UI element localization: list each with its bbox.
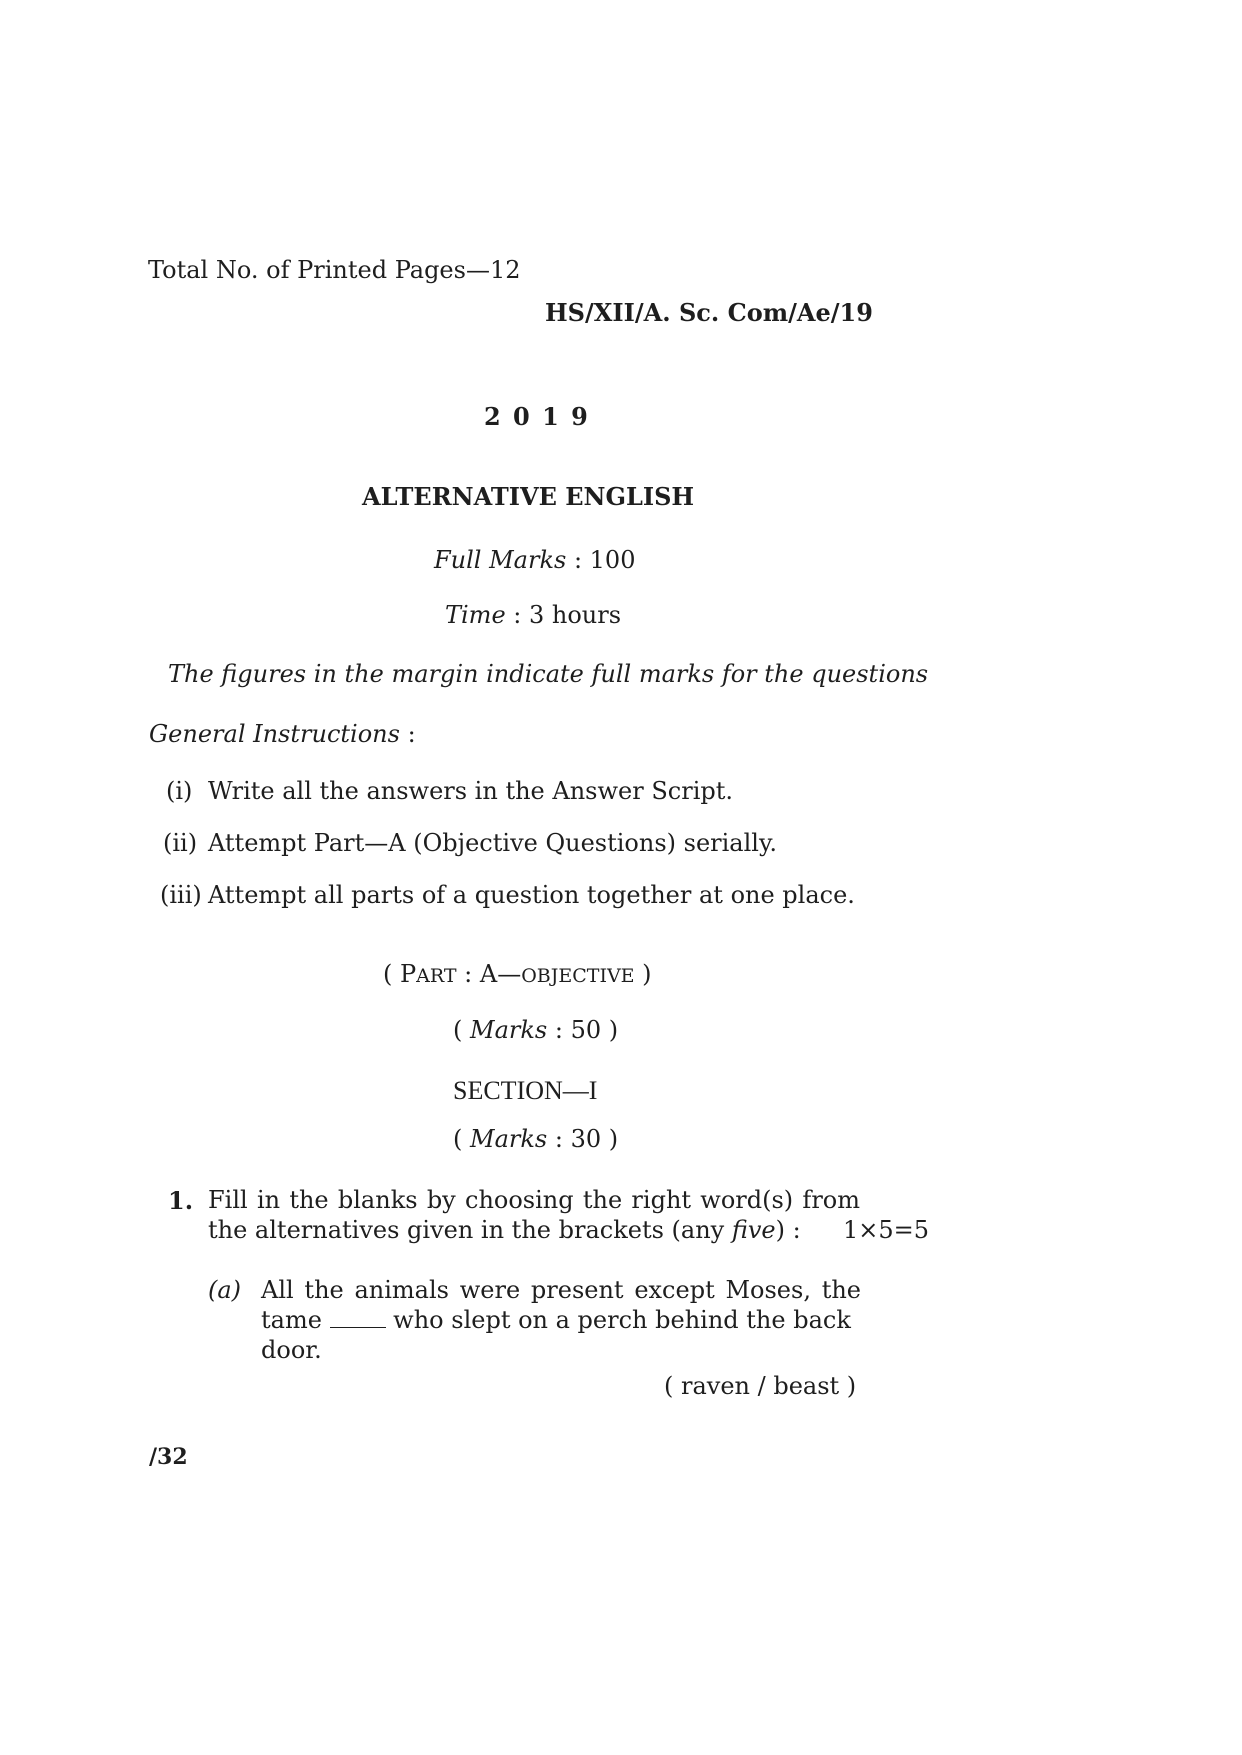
instructions-heading-colon: : <box>399 720 416 748</box>
exam-time <box>445 601 621 629</box>
section-marks-value: : 30 ) <box>547 1125 619 1153</box>
question-line-part: the alternatives given in the brackets (any <box>208 1216 732 1244</box>
subquestion-line: All the animals were present except Moses, the <box>261 1276 861 1304</box>
instruction-num: (iii) <box>160 881 202 909</box>
question-line-emphasis: five <box>731 1216 776 1244</box>
part-objective: OBJECTIVE <box>521 965 635 987</box>
part-marks-value: : 50 ) <box>547 1016 619 1044</box>
question-number: 1. <box>168 1186 194 1215</box>
instructions-heading <box>149 720 416 748</box>
instruction-text: Attempt Part—A (Objective Questions) serially. <box>208 829 777 857</box>
time-label: Time <box>445 601 506 629</box>
question-marks: 1×5=5 <box>843 1216 930 1244</box>
full-marks <box>434 546 635 574</box>
subquestion-label: (a) <box>208 1276 242 1304</box>
instructions-heading-label: General Instructions <box>149 720 400 748</box>
part-marks <box>453 1016 618 1044</box>
part-close: ) <box>634 960 652 988</box>
paper-code: HS/XII/A. Sc. Com/Ae/19 <box>545 298 873 327</box>
subquestion-line <box>261 1306 861 1334</box>
part-marks-label: Marks <box>470 1016 548 1044</box>
question-line-part: ) : <box>775 1216 801 1244</box>
instruction-num: (ii) <box>163 829 198 857</box>
instruction-num: (i) <box>166 777 193 805</box>
subquestion-line: door. <box>261 1336 322 1364</box>
full-marks-label: Full Marks <box>434 546 567 574</box>
section-title: SECTION—I <box>453 1076 598 1105</box>
instruction-text: Write all the answers in the Answer Script. <box>208 777 733 805</box>
section-marks-label: Marks <box>470 1125 548 1153</box>
section-marks-open: ( <box>453 1125 470 1153</box>
subquestion-line-part: who slept on a perch behind the back <box>385 1306 851 1334</box>
section-marks <box>453 1125 618 1153</box>
page-code: /32 <box>149 1444 188 1470</box>
part-open: ( P <box>383 960 417 988</box>
instruction-text: Attempt all parts of a question together at one place. <box>208 881 855 909</box>
full-marks-value: : 100 <box>566 546 636 574</box>
part-heading <box>383 960 652 988</box>
part-marks-open: ( <box>453 1016 470 1044</box>
exam-year: 2 0 1 9 <box>484 402 590 431</box>
part-word: ART <box>416 965 457 987</box>
subject-title: ALTERNATIVE ENGLISH <box>362 482 695 511</box>
question-line <box>208 1216 801 1244</box>
question-line: Fill in the blanks by choosing the right word(s) from <box>208 1186 860 1214</box>
fill-in-blank <box>330 1309 386 1328</box>
answer-options: ( raven / beast ) <box>664 1372 857 1400</box>
subquestion-line-part: tame <box>261 1306 330 1334</box>
time-value: : 3 hours <box>505 601 622 629</box>
margin-note: The figures in the margin indicate full marks for the questions <box>168 660 929 688</box>
part-mid: : A— <box>456 960 522 988</box>
total-pages-note: Total No. of Printed Pages—12 <box>148 256 521 284</box>
